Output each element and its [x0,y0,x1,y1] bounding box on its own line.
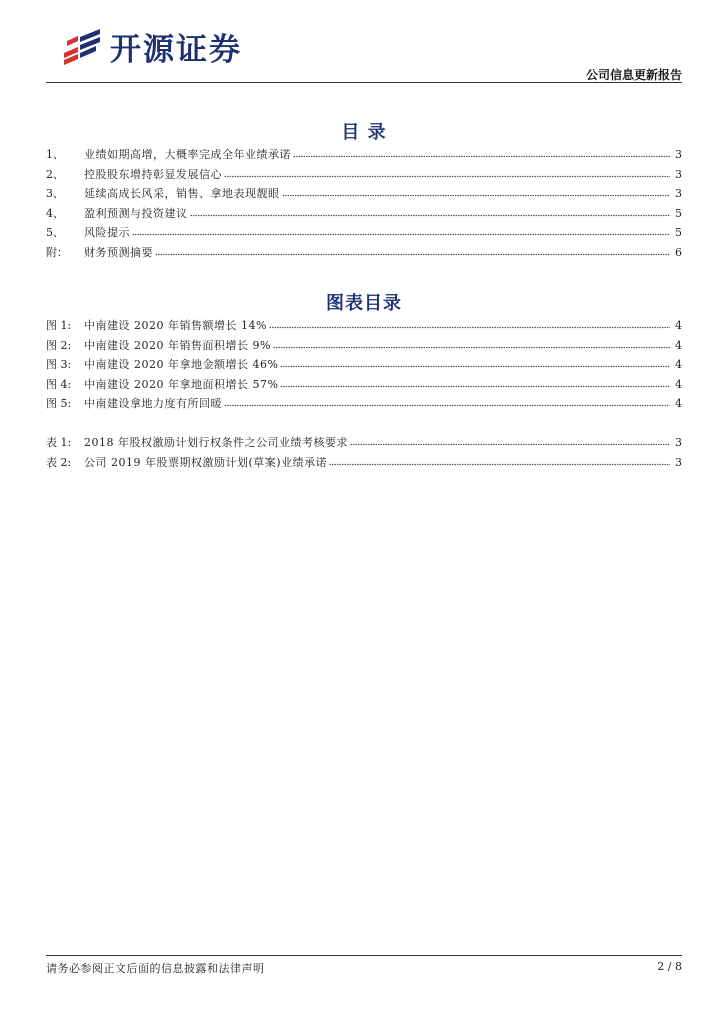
entry-number: 1、 [46,148,64,161]
figure-toc-entry[interactable] [46,395,682,415]
entry-number: 4、 [46,206,64,220]
dot-leader [282,187,671,197]
page-number: 2 / 8 [657,960,682,973]
entry-number: 表 1: [46,436,72,449]
page-header [46,22,682,82]
entry-page-number: 4 [675,377,682,391]
entry-label: 控股股东增持彰显发展信心 [84,167,222,181]
toc-entry[interactable] [46,185,682,205]
entry-label: 业绩如期高增，大概率完成全年业绩承诺 [84,148,291,161]
toc-entry[interactable] [46,166,682,186]
entry-label: 中南建设 2020 年拿地金额增长 46% [84,358,279,371]
figure-toc-entry[interactable] [46,317,682,337]
entry-number: 图 1: [46,319,72,332]
entry-label: 公司 2019 年股票期权激励计划(草案)业绩承诺 [84,455,328,469]
entry-label: 风险提示 [84,226,130,239]
entry-label: 2018 年股权激励计划行权条件之公司业绩考核要求 [84,436,348,449]
entry-number: 附： [46,245,68,259]
entry-number: 图 5: [46,397,72,410]
dot-leader [280,378,670,388]
entry-label: 中南建设拿地力度有所回暖 [84,397,222,410]
header-divider [46,82,682,83]
dot-leader [273,339,670,349]
entry-page-number: 4 [675,319,682,332]
entry-number: 图 2: [46,338,72,352]
dot-leader [293,148,670,158]
entry-label: 延续高成长风采，销售、拿地表现靓眼 [84,187,280,200]
entry-page-number: 5 [675,206,682,220]
table-toc-entry[interactable] [46,454,682,474]
toc-entry[interactable] [46,224,682,244]
figure-toc-entry[interactable] [46,356,682,376]
entry-number: 图 3: [46,358,72,371]
entry-label: 盈利预测与投资建议 [84,206,188,220]
company-logo [58,24,242,69]
entry-label: 中南建设 2020 年拿地面积增长 57% [84,377,279,391]
entry-page-number: 3 [675,187,682,200]
figure-toc-entry[interactable] [46,337,682,357]
toc-list [46,146,682,263]
dot-leader [224,168,670,178]
dot-leader [190,207,671,217]
toc-title: 目 录 [341,122,387,143]
report-type-label: 公司信息更新报告 [585,68,682,82]
entry-number: 5、 [46,226,64,239]
dot-leader [132,226,670,236]
entry-number: 图 4: [46,377,72,391]
entry-page-number: 3 [675,148,682,161]
entry-page-number: 6 [675,245,682,259]
dot-leader [269,319,670,329]
entry-number: 表 2: [46,455,72,469]
entry-label: 中南建设 2020 年销售面积增长 9% [84,338,271,352]
toc-entry[interactable] [46,244,682,264]
disclaimer-note: 请务必参阅正文后面的信息披露和法律声明 [46,962,265,975]
toc-entry[interactable] [46,205,682,225]
table-toc-entry[interactable] [46,434,682,454]
entry-page-number: 4 [675,358,682,371]
entry-label: 财务预测摘要 [84,245,153,259]
dot-leader [329,456,670,466]
entry-number: 2、 [46,167,64,181]
entry-label: 中南建设 2020 年销售额增长 14% [84,319,267,332]
entry-page-number: 3 [675,455,682,469]
logo-mark-icon [58,27,104,67]
entry-number: 3、 [46,187,64,200]
figures-toc-list [46,317,682,415]
footer-divider [46,955,682,956]
dot-leader [280,358,670,368]
entry-page-number: 3 [675,436,682,449]
entry-page-number: 4 [675,397,682,410]
tables-toc-list [46,434,682,473]
entry-page-number: 4 [675,338,682,352]
dot-leader [224,397,670,407]
entry-page-number: 5 [675,226,682,239]
entry-page-number: 3 [675,167,682,181]
dot-leader [350,436,670,446]
logo-text: 开源证券 [110,32,242,68]
figures-toc-title: 图表目录 [326,293,402,314]
dot-leader [155,246,670,256]
figure-toc-entry[interactable] [46,376,682,396]
toc-entry[interactable] [46,146,682,166]
